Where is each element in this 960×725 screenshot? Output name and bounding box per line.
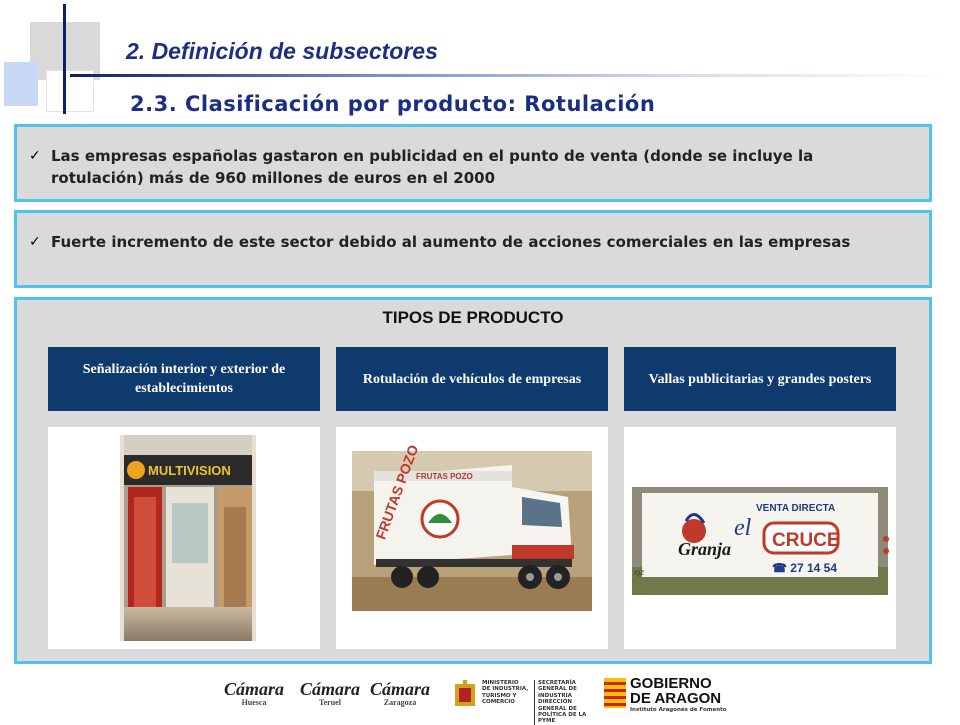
photo-panel-signage <box>48 427 320 649</box>
billboard-venta-text: VENTA DIRECTA <box>756 503 836 514</box>
secretaria-line: SECRETARÍA GENERAL DE <box>538 680 577 693</box>
store-signage-photo <box>48 427 320 649</box>
billboard-photo <box>624 427 896 649</box>
bullet-item <box>29 145 909 189</box>
ministerio-line: COMERCIO <box>482 699 515 706</box>
slide-title: 2. Definición de subsectores <box>126 38 438 64</box>
checkmark-icon: ✓ <box>29 148 41 164</box>
ministerio-line: DE INDUSTRIA, <box>482 686 529 693</box>
logo-camara-huesca <box>224 680 284 708</box>
billboard-phone-text: ☎ 27 14 54 <box>772 561 837 575</box>
bullet-box-growth <box>14 210 932 288</box>
truck-top-text: FRUTAS POZO <box>416 472 473 481</box>
decor-horizontal-line <box>70 74 950 77</box>
camara-city: Teruel <box>319 698 341 707</box>
logo-gobierno-aragon <box>604 676 734 714</box>
billboard-edge-text: IQZ <box>634 571 644 577</box>
camara-name: Cámara <box>224 679 285 699</box>
category-header-billboards: Vallas publicitarias y grandes posters <box>624 347 896 411</box>
category-header-vehicles: Rotulación de vehículos de empresas <box>336 347 608 411</box>
bullet-text: Fuerte incremento de este sector debido al aumento de acciones comerciales en las empresas <box>51 233 851 251</box>
billboard-cruce-text: CRUCE <box>772 530 840 551</box>
aragon-flag-icon <box>604 678 626 708</box>
truck-photo <box>336 427 608 649</box>
decor-square-blue <box>4 62 38 106</box>
photo-panel-billboards <box>624 427 896 649</box>
secretaria-line: INDUSTRIA <box>538 692 572 699</box>
footer-logos <box>0 672 960 725</box>
bullet-box-spending <box>14 124 932 202</box>
product-types-heading: TIPOS DE PRODUCTO <box>382 308 564 327</box>
spain-crest-icon <box>452 680 478 710</box>
gobierno-subtitle: Instituto Aragonés de Fomento <box>630 707 727 713</box>
store-sign-text: MULTIVISION <box>148 463 231 478</box>
logo-camara-teruel <box>300 680 360 708</box>
gobierno-line: DE ARAGON <box>630 690 722 707</box>
bullet-item <box>29 231 909 253</box>
secretaria-line: DIRECCIÓN GENERAL DE <box>538 699 577 712</box>
truck-side-text: FRUTAS POZO <box>372 442 422 542</box>
ministerio-line: TURISMO Y <box>482 692 517 699</box>
secretaria-line: POLÍTICA DE LA PYME <box>538 712 587 725</box>
slide-subtitle: 2.3. Clasificación por producto: Rotulación <box>130 92 656 116</box>
billboard-el-text: el <box>734 515 752 541</box>
camara-name: Cámara <box>300 679 361 699</box>
camara-city: Huesca <box>241 698 267 707</box>
logo-camara-zaragoza <box>370 680 430 708</box>
camara-city: Zaragoza <box>383 698 417 707</box>
billboard-granja-text: Granja <box>678 539 732 559</box>
category-header-signage: Señalización interior y exterior de establecimientos <box>48 347 320 411</box>
bullet-text: Las empresas españolas gastaron en publicidad en el punto de venta (donde se incluye la rotulación) más de 960 millones de euros en el 2000 <box>51 147 814 187</box>
checkmark-icon: ✓ <box>29 234 41 250</box>
logo-ministerio <box>452 678 592 725</box>
decor-vertical-line <box>63 4 66 114</box>
product-types-box <box>14 297 932 664</box>
gobierno-line: GOBIERNO <box>630 675 712 692</box>
ministerio-line: MINISTERIO <box>482 680 519 686</box>
camara-name: Cámara <box>370 679 431 699</box>
photo-panel-vehicles <box>336 427 608 649</box>
